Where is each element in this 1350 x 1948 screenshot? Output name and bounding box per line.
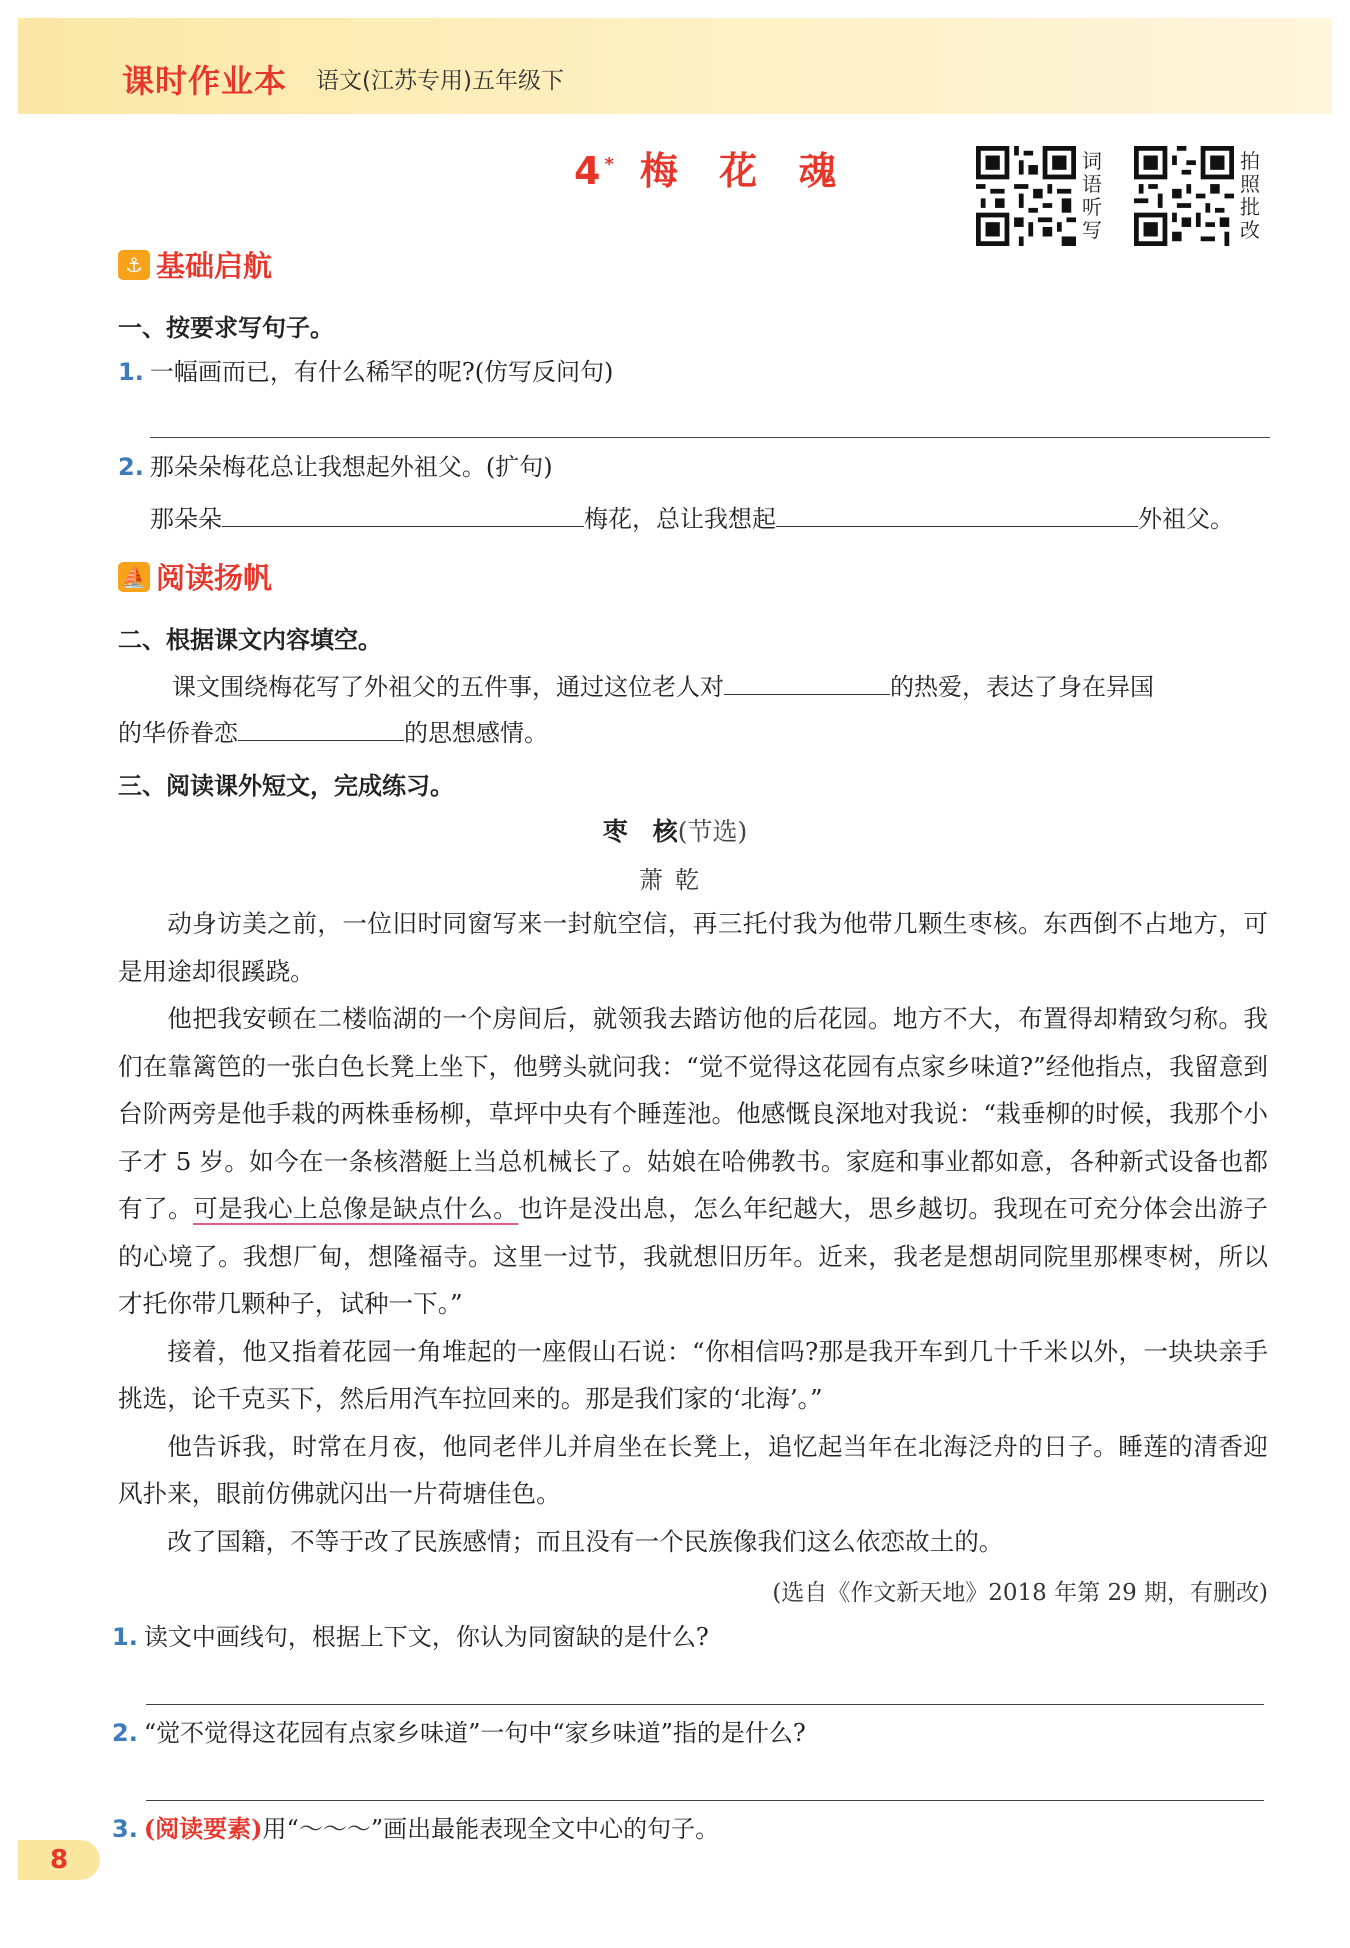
fill-text: 的热爱，表达了身在异国 <box>890 673 1154 701</box>
lesson-title <box>574 140 850 195</box>
question-3-3 <box>112 1814 719 1844</box>
qr-label-char: 写 <box>1082 218 1102 242</box>
part-two-heading: 二、根据课文内容填空。 <box>118 626 382 654</box>
question-text: 用“ <box>262 1815 299 1843</box>
qr-label-char: 拍 <box>1240 149 1260 173</box>
qr-label-char: 词 <box>1082 149 1102 173</box>
question-1-2 <box>118 452 553 482</box>
qr-label-char: 批 <box>1240 195 1260 219</box>
qr-label-char: 改 <box>1240 218 1260 242</box>
question-text: “觉不觉得这花园有点家乡味道”一句中“家乡味道”指的是什么? <box>143 1719 806 1747</box>
underlined-sentence: 可是我心上总像是缺点什么。 <box>193 1194 519 1223</box>
passage-title-text: 枣 核 <box>602 817 678 846</box>
passage-body <box>118 900 1268 1565</box>
fill-text: 的华侨眷恋 <box>118 719 238 747</box>
question-number: 1. <box>118 358 144 386</box>
qr-label-dictation <box>1082 150 1106 242</box>
qr-label-char: 照 <box>1240 172 1260 196</box>
fill-text: 梅花，总让我想起 <box>584 505 776 533</box>
question-number: 3. <box>112 1815 138 1843</box>
section-reading-heading <box>118 556 272 597</box>
anchor-icon: ⚓ <box>118 250 150 280</box>
fill-blank-line-2 <box>118 716 548 748</box>
passage-source: (选自《作文新天地》2018 年第 29 期，有删改) <box>772 1580 1268 1606</box>
lesson-star: * <box>604 154 614 176</box>
fill-blank-line-1 <box>172 670 1154 702</box>
passage-paragraph-5: 改了国籍，不等于改了民族感情；而且没有一个民族像我们这么依恋故土的。 <box>167 1526 1004 1556</box>
question-1-1 <box>118 357 613 387</box>
question-text: ”画出最能表现全文中心的句子。 <box>370 1815 720 1843</box>
sail-icon: ⛵ <box>118 562 150 592</box>
qr-code-dictation[interactable] <box>976 146 1076 246</box>
question-3-1 <box>112 1622 709 1652</box>
answer-line-1-1[interactable] <box>150 437 1270 438</box>
question-text: 读文中画线句，根据上下文，你认为同窗缺的是什么? <box>143 1623 709 1651</box>
fill-text: 的思想感情。 <box>404 719 548 747</box>
question-number: 2. <box>118 453 144 481</box>
brand-title: 课时作业本 <box>122 62 288 100</box>
fill-text: 外祖父。 <box>1138 505 1234 533</box>
reading-element-tag: (阅读要素) <box>143 1814 263 1843</box>
section-basics-heading <box>118 244 272 285</box>
question-number: 2. <box>112 1719 138 1747</box>
qr-code-photo-grading[interactable] <box>1134 146 1234 246</box>
blank-adjective-plum[interactable] <box>222 502 584 527</box>
passage-paragraph-4: 他告诉我，时常在月夜，他同老伴儿并肩坐在长凳上，追忆起当年在北海泛舟的日子。睡莲的清香迎风扑来，眼前仿佛就闪出一片荷塘佳色。 <box>118 1431 1268 1508</box>
passage-author: 萧乾 <box>639 866 711 894</box>
qr-label-char: 听 <box>1082 195 1102 219</box>
wavy-line-mark: ～～～ <box>298 1815 371 1843</box>
passage-paragraph-3: 接着，他又指着花园一角堆起的一座假山石说：“你相信吗?那是我开车到几十千米以外，一块块亲手挑选，论千克买下，然后用汽车拉回来的。那是我们家的‘北海’。” <box>118 1336 1268 1413</box>
part-one-heading: 一、按要求写句子。 <box>118 314 334 342</box>
question-text: 那朵朵梅花总让我想起外祖父。(扩句) <box>149 453 553 481</box>
expand-sentence-fill <box>150 502 1234 534</box>
passage-paragraph-1: 动身访美之前，一位旧时同窗写来一封航空信，再三托付我为他带几颗生枣核。东西倒不占地方，可是用途却很蹊跷。 <box>118 909 1268 986</box>
paragraph-text: 他把我安顿在二楼临湖的一个房间后，就领我去踏访他的后花园。地方不大，布置得却精致匀称。我们在靠篱笆的一张白色长凳上坐下，他劈头就问我：“觉不觉得这花园有点家乡味道?”经他指点，我留意到台阶两旁是他手栽的两株垂杨柳，草坪中央有个睡莲池。他感慨良深地对我说：“栽垂柳的时候，我那个小子才 5 岁。如今在一条核潜艇上当总机械长了。姑娘在哈佛教书。家庭和事业都如意，各种新式设备也都有了。 <box>118 1004 1268 1223</box>
subject-label: 语文(江苏专用)五年级下 <box>316 68 564 94</box>
blank-adjective-grandfather[interactable] <box>776 502 1138 527</box>
passage-subtitle: (节选) <box>677 817 748 846</box>
passage-title <box>0 812 1350 848</box>
answer-line-3-1[interactable] <box>146 1704 1264 1705</box>
passage-paragraph-2 <box>118 995 1268 1328</box>
blank-longing-object[interactable] <box>238 716 404 741</box>
section-reading-title: 阅读扬帆 <box>156 561 273 595</box>
qr-label-photo-grading <box>1240 150 1264 242</box>
fill-text: 那朵朵 <box>150 505 222 533</box>
fill-text: 课文围绕梅花写了外祖父的五件事，通过这位老人对 <box>172 673 724 701</box>
lesson-name: 梅 花 魂 <box>639 149 851 193</box>
qr-label-char: 语 <box>1082 172 1102 196</box>
answer-line-3-2[interactable] <box>146 1800 1264 1801</box>
lesson-number: 4 <box>574 149 601 193</box>
question-3-2 <box>112 1718 806 1748</box>
section-basics-title: 基础启航 <box>156 249 273 283</box>
part-three-heading: 三、阅读课外短文，完成练习。 <box>118 772 454 800</box>
question-text: 一幅画而已，有什么稀罕的呢?(仿写反问句) <box>149 358 614 386</box>
blank-love-object[interactable] <box>724 670 890 695</box>
page-number: 8 <box>18 1840 100 1880</box>
question-number: 1. <box>112 1623 138 1651</box>
paragraph-text: 也许是没出息，怎么年纪越大，思乡越切。我现在可充分体会出游子的心境了。我想厂甸，想隆福寺。这里一过节，我就想旧历年。近来，我老是想胡同院里那棵枣树，所以才托你带几颗种子，试种一下。” <box>118 1194 1268 1318</box>
